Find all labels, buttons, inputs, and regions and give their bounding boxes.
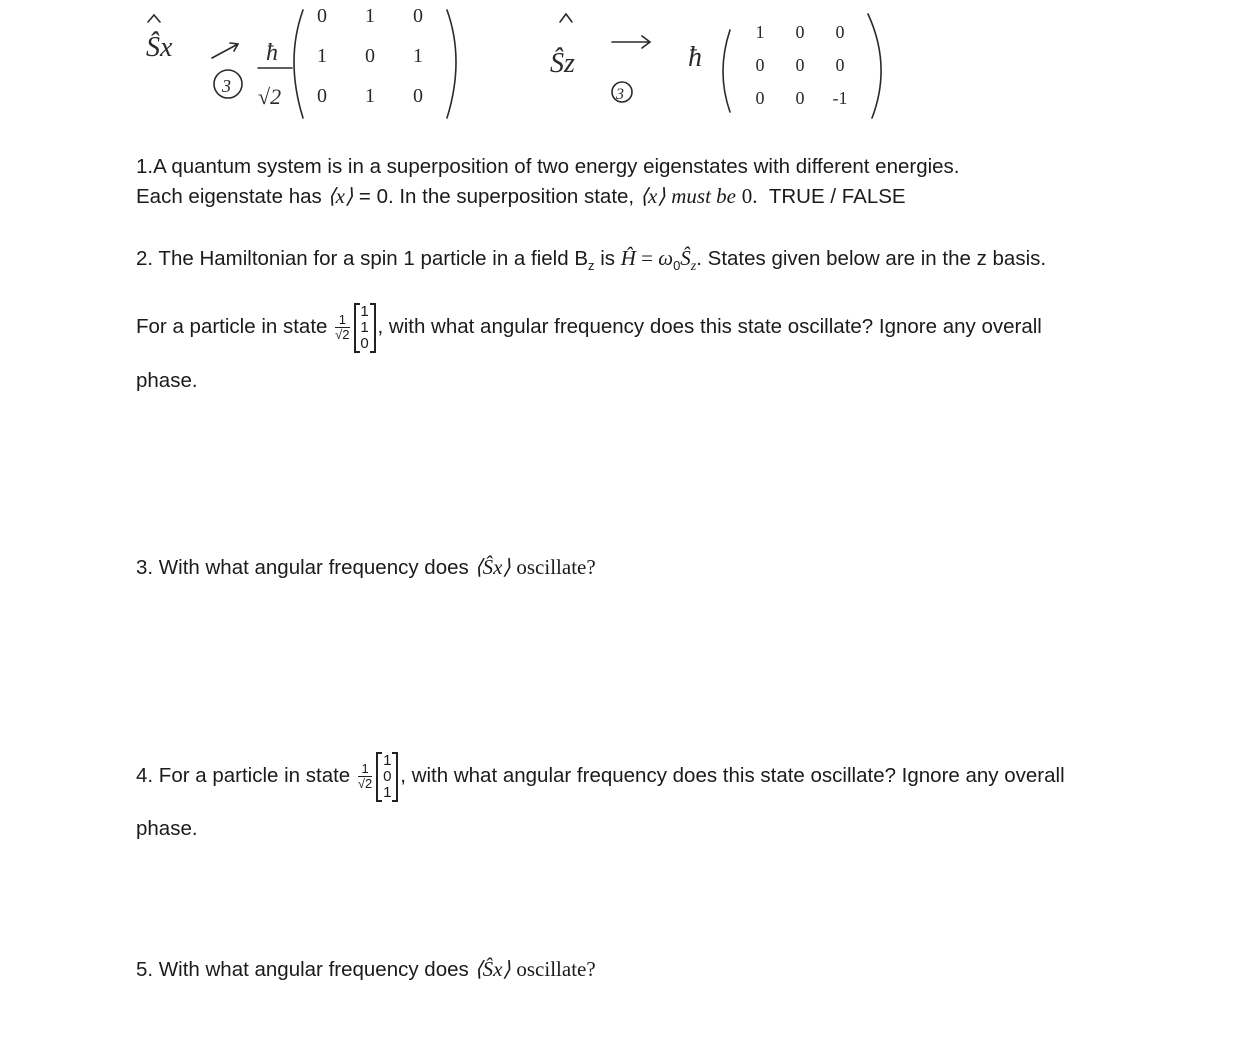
q4-line2 [136,819,198,840]
sz-matrix [756,22,848,108]
handwritten-notes [0,0,1246,130]
sz-prefactor: ħ [688,42,702,73]
q4-state-prefix: 4. For a particle in state [136,764,351,787]
sx-matrix-entry-1-2: 1 [413,45,423,67]
q1-zero: 0. [741,184,758,208]
q5-expectation-sx: ⟨Ŝx⟩ [474,957,511,981]
q4-fraction: $\frac{1}{√2}$ [357,761,373,792]
q1-true-false[interactable]: TRUE / FALSE [768,185,906,208]
q3-text-a: 3. With what angular frequency does [136,556,469,579]
q2-s-sub: z [690,259,697,275]
q4-line1 [136,746,1065,806]
sz-matrix-entry-1-1: 0 [795,55,805,75]
sz-matrix-entry-2-2: -1 [832,88,848,108]
q1-line2 [136,186,906,208]
sz-matrix-entry-0-2: 0 [835,22,845,42]
q1-text-eq: = 0. In the superposition state, [358,185,635,208]
sx-prefactor-num: ħ [266,40,278,66]
q5-text-b: oscillate? [516,957,596,981]
sz-matrix-entry-2-1: 0 [795,88,805,108]
sx-matrix-entry-2-1: 1 [365,85,375,107]
q2-line1 [136,248,1046,274]
sz-basis: 3 [616,86,624,103]
q2-hamiltonian: Ĥ [620,246,636,270]
sz-matrix-entry-1-2: 0 [835,55,845,75]
q1-text-a: Each eigenstate has [136,185,322,208]
q2-s-operator: Ŝ [680,246,691,270]
q2-text-a: 2. The Hamiltonian for a spin 1 particle in a field B [136,247,589,270]
q4-state-suffix: , with what angular frequency does this state oscillate? Ignore any overall [400,764,1065,787]
q2-line3 [136,371,198,392]
sx-label: Ŝx [146,32,173,63]
q1-expectation-x: ⟨x⟩ [327,184,354,208]
q3-expectation-sx: ⟨Ŝx⟩ [474,555,511,579]
q2-omega: ω [658,246,674,270]
sx-matrix-entry-0-2: 0 [413,5,423,27]
q2-fraction: $\frac{1}{√2}$ [335,312,350,343]
q2-b-sub: z [588,258,595,274]
sx-matrix [317,5,423,107]
sz-matrix-entry-0-0: 1 [755,22,765,42]
q1-expectation-x-2: ⟨x⟩ [639,184,666,208]
sx-matrix-entry-0-0: 0 [317,5,327,27]
sx-matrix-entry-1-1: 0 [365,45,375,67]
q2-text-c: . States given below are in the z basis. [696,247,1047,270]
sx-matrix-entry-0-1: 1 [365,5,375,27]
sz-label: Ŝz [550,48,575,79]
q2-equals: = [635,246,659,270]
q2-text-b: is [594,247,616,270]
sz-matrix-entry-2-0: 0 [755,88,765,108]
q3-line [136,557,596,579]
sx-matrix-entry-2-0: 0 [317,85,327,107]
sx-basis: 3 [222,76,231,96]
q4-state-vector: 1 0 1 [376,752,398,802]
q4-phase: phase. [136,817,198,840]
sz-matrix-entry-1-0: 0 [755,55,765,75]
sx-matrix-entry-1-0: 1 [317,45,327,67]
q1-must-be: must be [671,184,736,208]
sz-matrix-entry-0-1: 0 [795,22,805,42]
q2-state-vector: 1 1 0 [354,303,376,353]
q2-phase: phase. [136,369,198,392]
sx-matrix-entry-2-2: 0 [413,85,423,107]
q2-omega-sub: 0 [673,258,681,274]
q1-line1 [136,157,960,178]
q5-line [136,959,596,981]
q5-text-a: 5. With what angular frequency does [136,958,469,981]
q2-line2 [136,297,1042,357]
q2-state-prefix: For a particle in state [136,315,328,338]
sx-prefactor-den: √2 [258,84,282,109]
q1-statement: 1.A quantum system is in a superposition of two energy eigenstates with different energies. [136,155,960,178]
q2-state-suffix: , with what angular frequency does this state oscillate? Ignore any overall [377,315,1042,338]
q3-text-b: oscillate? [516,555,596,579]
